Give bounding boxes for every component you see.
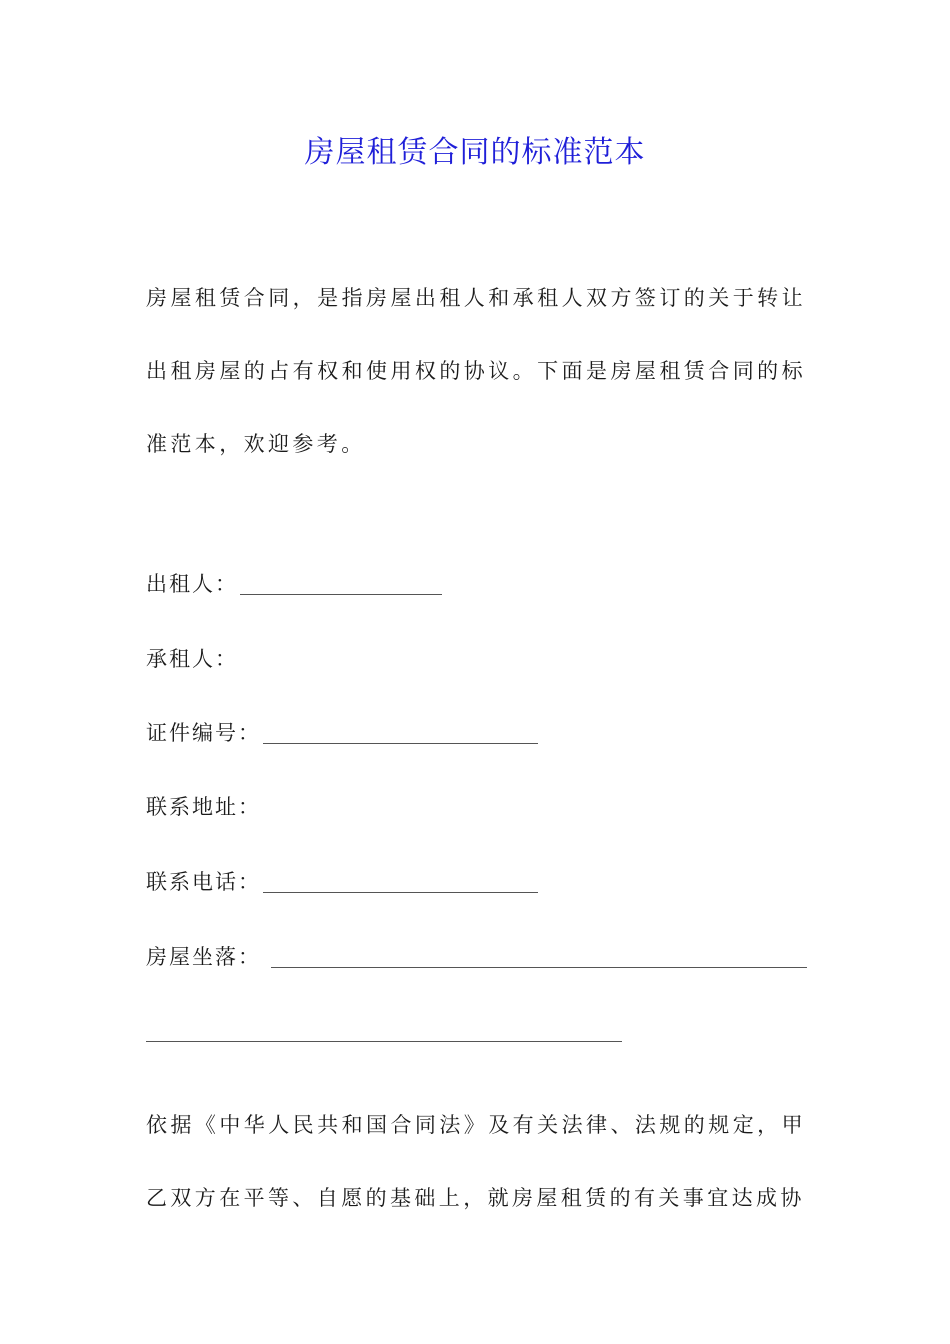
location-blank-continued <box>146 1041 622 1042</box>
document-title: 房屋租赁合同的标准范本 <box>304 135 646 170</box>
phone-blank <box>263 892 538 893</box>
lessee-label: 承租人： <box>146 647 238 671</box>
id-number-field <box>146 713 261 753</box>
lessor-field <box>146 564 238 604</box>
phone-label: 联系电话： <box>146 870 261 894</box>
address-field <box>146 787 261 827</box>
id-number-label: 证件编号： <box>146 721 261 745</box>
phone-field <box>146 862 261 902</box>
location-label: 房屋坐落： <box>146 945 261 969</box>
lessor-blank <box>240 594 442 595</box>
location-blank <box>271 967 807 968</box>
intro-paragraph: 房屋租赁合同，是指房屋出租人和承租人双方签订的关于转让出租房屋的占有权和使用权的协议。下面是房屋租赁合同的标准范本，欢迎参考。 <box>146 286 806 456</box>
id-number-blank <box>263 743 538 744</box>
address-label: 联系地址： <box>146 795 261 819</box>
lessee-field <box>146 639 238 679</box>
location-field <box>146 937 261 977</box>
lessor-label: 出租人： <box>146 572 238 596</box>
contract-body-paragraph: 依据《中华人民共和国合同法》及有关法律、法规的规定，甲乙双方在平等、自愿的基础上，就房屋租赁的有关事宜达成协 <box>146 1113 806 1210</box>
